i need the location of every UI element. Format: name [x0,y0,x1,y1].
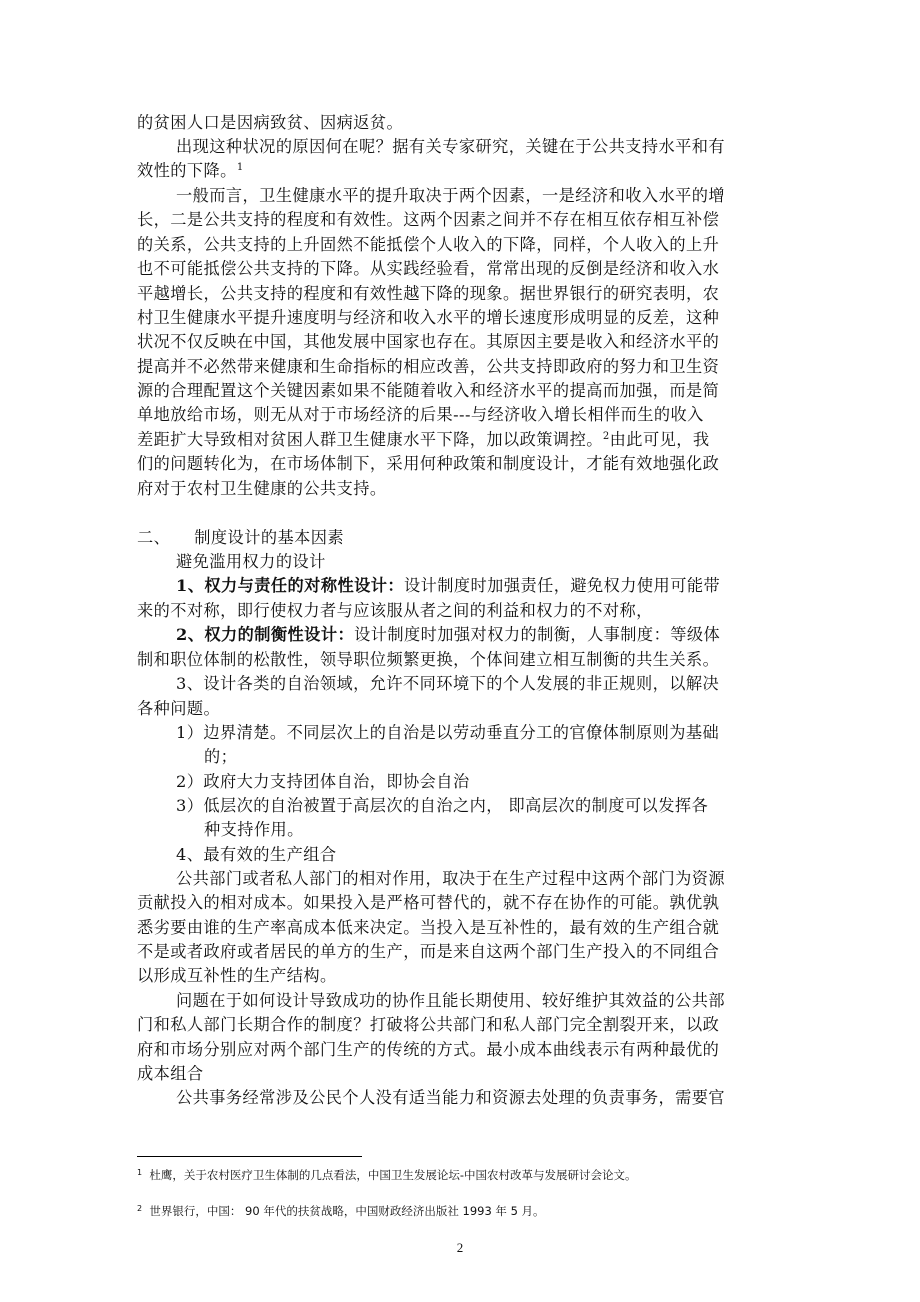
item-1: 1、权力与责任的对称性设计：设计制度时加强责任，避免权力使用可能带 [176,576,721,595]
subitem-3-cont: 种支持作用。 [204,820,304,839]
para-line: 门和私人部门长期合作的制度？打破将公共部门和私人部门完全割裂开来，以政 [137,1015,720,1034]
footnote-1: $^1$ 杜鹰，关于农村医疗卫生体制的几点看法，中国卫生发展论坛-中国农村改革与发展研讨会论文。 [137,1168,637,1182]
item-2: 2、权力的制衡性设计：设计制度时加强对权力的制衡，人事制度：等级体 [176,625,721,644]
body-line: 一般而言，卫生健康水平的提升取决于两个因素，一是经济和收入水平的增 [176,186,726,205]
subitem-2: 2）政府大力支持团体自治，即协会自治 [176,772,470,791]
para-line: 公共事务经常涉及公民个人没有适当能力和资源去处理的负责事务，需要官 [176,1088,726,1107]
subitem-1: 1）边界清楚。不同层次上的自治是以劳动垂直分工的官僚体制原则为基础 [176,723,720,742]
subitem-1-cont: 的； [204,747,238,766]
footnote-ref-1[interactable]: 1 [236,162,244,173]
body-line: 府对于农村卫生健康的公共支持。 [137,479,387,498]
item-4: 4、最有效的生产组合 [176,845,337,864]
subheading: 避免滥用权力的设计 [176,552,326,571]
item-3-cont: 各种问题。 [137,699,221,718]
body-line: 效性的下降。$^1$ [137,161,244,180]
para-line: 悉劣要由谁的生产率高成本低来决定。当投入是互补性的，最有效的生产组合就 [137,918,720,937]
para-line: 府和市场分别应对两个部门生产的传统的方式。最小成本曲线表示有两种最优的 [137,1040,720,1059]
item-1-cont: 来的不对称，即行使权力者与应该服从者之间的利益和权力的不对称， [137,601,653,620]
body-line: 出现这种状况的原因何在呢？据有关专家研究，关键在于公共支持水平和有 [176,137,726,156]
page-number: 2 [456,1240,464,1255]
body-line: 的贫困人口是因病致贫、因病返贫。 [137,113,404,132]
item-2-cont: 制和职位体制的松散性，领导职位频繁更换，个体间建立相互制衡的共生关系。 [137,650,720,669]
subitem-3: 3）低层次的自治被置于高层次的自治之内， 即高层次的制度可以发挥各 [176,796,709,815]
footnote-ref-2[interactable]: 2 [602,431,610,442]
para-line: 以形成互补性的生产结构。 [137,966,337,985]
body-line: 平越增长，公共支持的程度和有效性越下降的现象。据世界银行的研究表明，农 [137,284,720,303]
footnote-2: $^2$ 世界银行，中国： 90 年代的扶贫战略，中国财政经济出版社 1993 年 5 月。 [137,1204,545,1218]
para-line: 公共部门或者私人部门的相对作用，取决于在生产过程中这两个部门为资源 [176,869,726,888]
body-line: 也不可能抵偿公共支持的下降。从实践经验看，常常出现的反倒是经济和收入水 [137,259,720,278]
body-line: 源的合理配置这个关键因素如果不能随着收入和经济水平的提高而加强，而是简 [137,381,720,400]
body-line: 们的问题转化为，在市场体制下，采用何种政策和制度设计，才能有效地强化政 [137,454,720,473]
para-line: 问题在于如何设计导致成功的协作且能长期使用、较好维护其效益的公共部 [176,991,726,1010]
para-line: 成本组合 [137,1064,204,1083]
section-heading: 二、 制度设计的基本因素 [137,528,345,547]
body-line: 状况不仅反映在中国，其他发展中国家也存在。其原因主要是收入和经济水平的 [137,332,720,351]
body-line: 提高并不必然带来健康和生命指标的相应改善，公共支持即政府的努力和卫生资 [137,357,720,376]
body-line: 村卫生健康水平提升速度明与经济和收入水平的增长速度形成明显的反差，这种 [137,308,720,327]
body-line: 单地放给市场，则无从对于市场经济的后果---与经济收入增长相伴而生的收入 [137,405,704,424]
item-3: 3、设计各类的自治领域，允许不同环境下的个人发展的非正规则，以解决 [176,674,720,693]
body-line: 差距扩大导致相对贫困人群卫生健康水平下降，加以政策调控。$^2$由此可见，我 [137,430,710,449]
body-line: 的关系，公共支持的上升固然不能抵偿个人收入的下降，同样，个人收入的上升 [137,235,720,254]
para-line: 不是或者政府或者居民的单方的生产，而是来自这两个部门生产投入的不同组合 [137,942,720,961]
para-line: 贡献投入的相对成本。如果投入是严格可替代的，就不存在协作的可能。孰优孰 [137,893,720,912]
body-line: 长，二是公共支持的程度和有效性。这两个因素之间并不存在相互依存相互补偿 [137,210,720,229]
footnote-separator [137,1156,362,1157]
